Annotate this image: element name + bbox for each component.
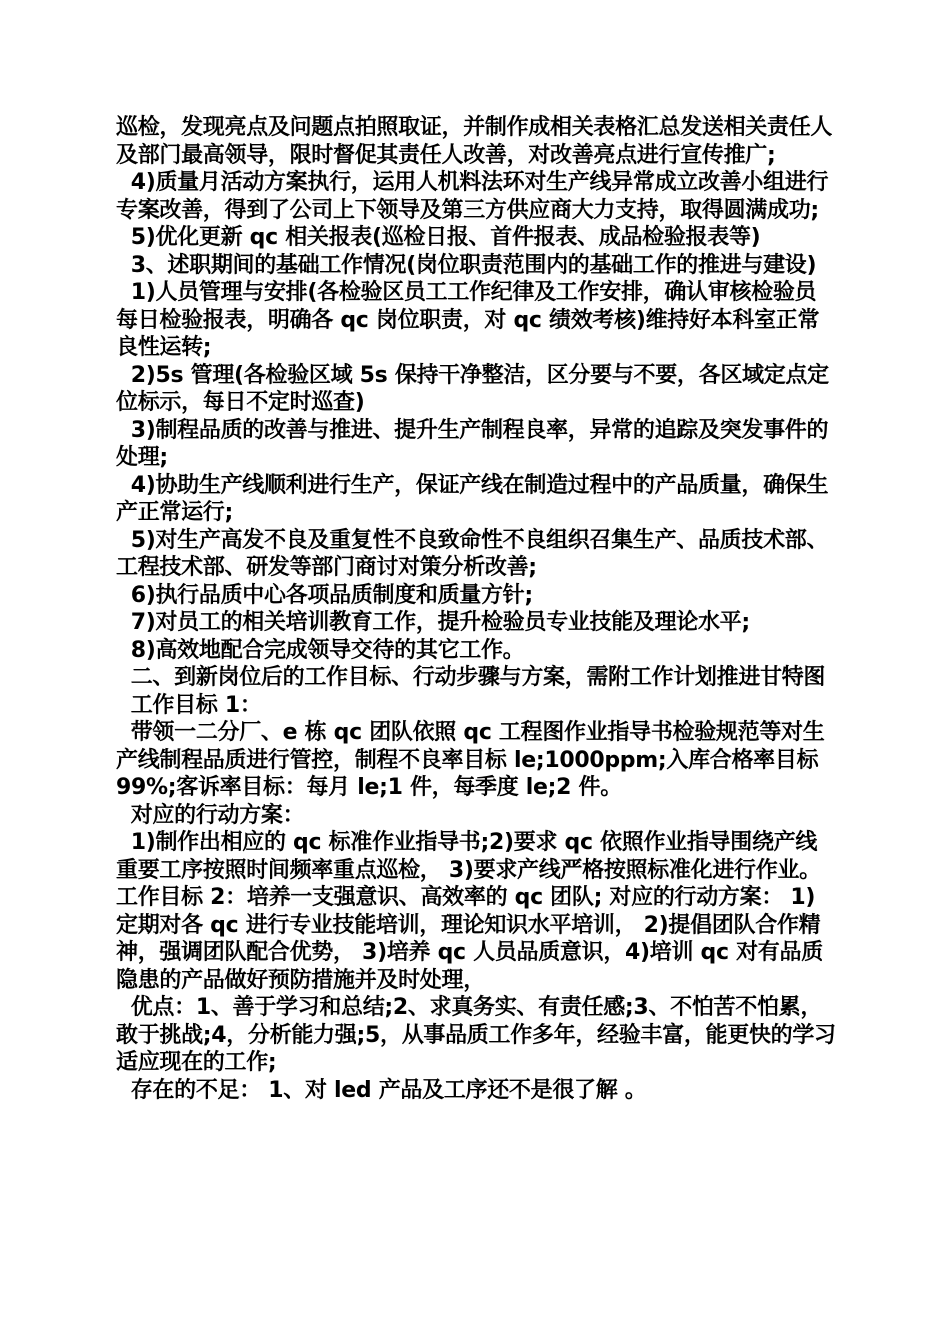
paragraph-optimize-reports: 5)优化更新 qc 相关报表(巡检日报、首件报表、成品检验报表等) xyxy=(116,225,761,250)
paragraph-action-plan-detail: 1)制作出相应的 qc 标准作业指导书;2)要求 qc 依照作业指导围绕产线重要工序按照时间频率重点巡检， 3)要求产线严格按照标准化进行作业。 工作目标 2：培养一支强意识、高效率的 qc 团队; 对应的行动方案： 1)定期对各 qc 进行专业技能培训，理论知识水平培训， 2)提倡团队合作精神，强调团队配合优势， 3)培养 qc 人员品质意识，4)培训 qc 对有品质隐患的产品做好预防措施并及时处理， xyxy=(116,830,829,993)
paragraph-weaknesses: 存在的不足： 1、对 led 产品及工序还不是很了解 。 xyxy=(116,1077,647,1103)
paragraph-5s-management: 2)5s 管理(各检验区域 5s 保持干净整洁，区分要与不要，各区域定点定位标示，每日不定时巡查) xyxy=(116,362,829,415)
paragraph-inspection-continued: 巡检，发现亮点及问题点拍照取证，并制作成相关表格汇总发送相关责任人及部门最高领导，限时督促其责任人改善，对改善亮点进行宣传推广; xyxy=(116,115,833,168)
paragraph-goal-1-detail: 带领一二分厂、e 栋 qc 团队依照 qc 工程图作业指导书检验规范等对生产线制程品质进行管控，制程不良率目标 le;1000ppm;入库合格率目标 99%;客诉率目标：每月 le;1 件，每季度 le;2 件。 xyxy=(116,720,826,800)
paragraph-strengths: 优点：1、善于学习和总结;2、求真务实、有责任感;3、不怕苦不怕累，敢于挑战;4，分析能力强;5，从事品质工作多年，经验丰富，能更快的学习适应现在的工作; xyxy=(116,995,836,1075)
paragraph-other-work: 8)高效地配合完成领导交待的其它工作。 xyxy=(116,637,525,663)
paragraph-quality-month: 4)质量月活动方案执行，运用人机料法环对生产线异常成立改善小组进行专案改善，得到了公司上下领导及第三方供应商大力支持，取得圆满成功; xyxy=(116,170,829,223)
paragraph-personnel-management: 1)人员管理与安排(各检验区员工工作纪律及工作安排，确认审核检验员每日检验报表，明确各 qc 岗位职责，对 qc 绩效考核)维持好本科室正常良性运转; xyxy=(116,280,820,360)
paragraph-quality-policy: 6)执行品质中心各项品质制度和质量方针; xyxy=(116,582,533,608)
subheading-goal-1: 工作目标 1： xyxy=(116,692,262,718)
section-heading-basic-work: 3、述职期间的基础工作情况(岗位职责范围内的基础工作的推进与建设) xyxy=(116,252,817,278)
paragraph-process-quality: 3)制程品质的改善与推进、提升生产制程良率，异常的追踪及突发事件的处理; xyxy=(116,417,829,470)
document-page xyxy=(116,114,836,1104)
subheading-action-plan: 对应的行动方案： xyxy=(116,802,305,828)
paragraph-training: 7)对员工的相关培训教育工作，提升检验员专业技能及理论水平; xyxy=(116,610,750,635)
paragraph-assist-production: 4)协助生产线顺利进行生产，保证产线在制造过程中的产品质量，确保生产正常运行; xyxy=(116,472,829,525)
section-heading-new-position-goals: 二、到新岗位后的工作目标、行动步骤与方案，需附工作计划推进甘特图 xyxy=(116,665,826,690)
paragraph-defect-discussion: 5)对生产高发不良及重复性不良致命性不良组织召集生产、品质技术部、工程技术部、研发等部门商讨对策分析改善; xyxy=(116,527,829,580)
